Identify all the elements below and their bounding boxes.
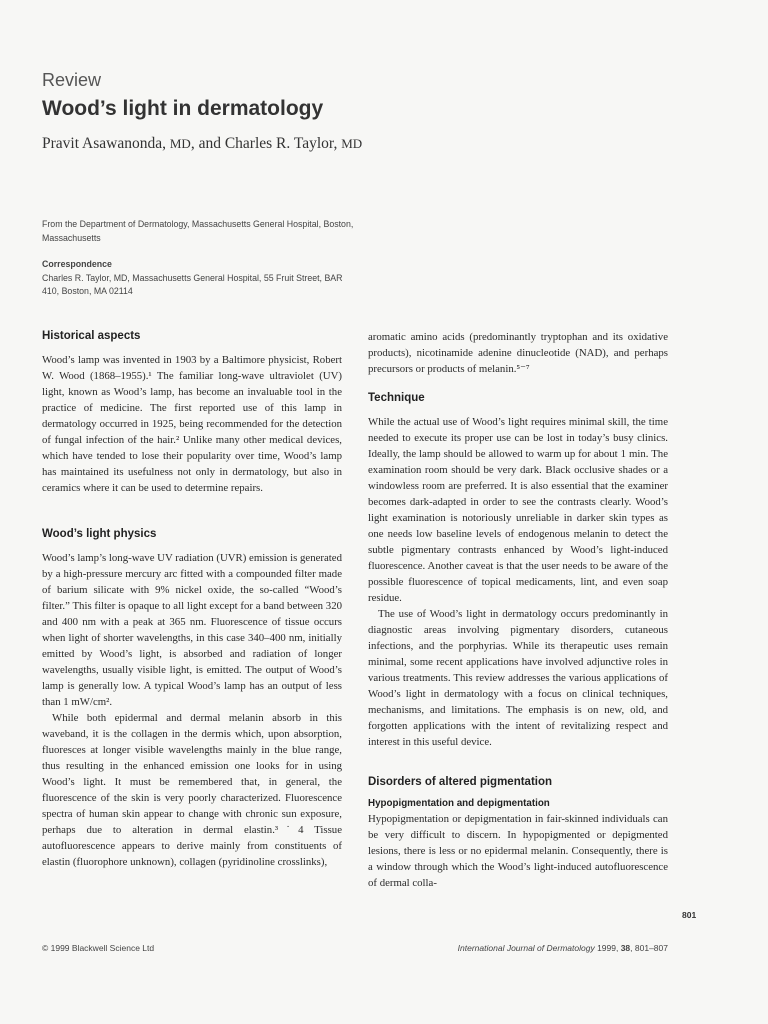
- subsection-heading-hypopigmentation: Hypopigmentation and depigmentation: [368, 798, 550, 809]
- author-line: [42, 135, 362, 153]
- paragraph-technique-1: While the actual use of Wood’s light requires minimal skill, the time needed to execute its proper use can be lost in today’s busy clinics. Ideally, the lamp should be allowed to warm up for about 1 min. The examination room should be very dark. Black occlusive shades or a windowless room are preferred. It is also essential that the examiner becomes dark-adapted in order to see the contrasts clearly. Wood’s light examination is notoriously unreliable in darker skin types as one needs low baseline levels of endogenous melanin to detect the subtle pigmentary contrasts enhanced by Wood’s light-induced fluorescence. Another caveat is that the user needs to be aware of the possible fluorescence of topical medicaments, lint, and even soap residue.: [368, 416, 668, 604]
- correspondence-label: Correspondence: [42, 259, 112, 269]
- author-1-degree: MD: [169, 136, 191, 151]
- paragraph-historical: Wood’s lamp was invented in 1903 by a Baltimore physicist, Robert W. Wood (1868–1955).¹ The familiar long-wave ultraviolet (UV) light, known as Wood’s lamp, has become an invaluable tool in the practice of medicine. The first reported use of this lamp in dermatology occurred in 1925, being recommended for the detection of fungal infection of the hair.² Unlike many other medical devices, which have tended to lose their popularity over time, Wood’s lamp has maintained its usefulness not only in dermatology, but also in ceramics where it can be used to determine repairs.: [42, 354, 342, 494]
- affiliation: From the Department of Dermatology, Massachusetts General Hospital, Boston, Massachusetts: [42, 219, 354, 243]
- journal-volume: 38: [620, 943, 631, 953]
- journal-citation: [458, 943, 668, 953]
- paragraph-physics-2: While both epidermal and dermal melanin absorb in this waveband, it is the collagen in the dermis which, upon absorption, fluoresces at longer visible wavelengths mainly in the blue range, thus resulting in the enhanced emission one looks for in using Wood’s light. It must be remembered that, in general, the fluorescence of the skin is very poorly characterized. Fluorescence spectra of human skin appear to change with chronic sun exposure, perhaps due to alteration in dermal elastin.³˙4 Tissue autofluorescence appears to derive mainly from constituents of elastin (fluorophore unknown), collagen (pyridinoline crosslinks),: [42, 712, 342, 868]
- paragraph-technique-2: The use of Wood’s light in dermatology occurs predominantly in diagnostic areas involving pigmentary disorders, cutaneous infections, and the porphyrias. While its therapeutic uses remain minimal, some recent applications have involved adjunctive roles in various treatments. This review addresses the various applications of Wood’s light in dermatology with a focus on clinical techniques, mechanisms, and limitations. The emphasis is on new, old, and forgotten applications with the intent of revitalizing respect and interest in this useful device.: [368, 608, 668, 748]
- section-heading-historical: Historical aspects: [42, 330, 141, 342]
- author-separator: , and: [190, 135, 225, 152]
- article-kicker: Review: [42, 70, 102, 90]
- author-2-name: Charles R. Taylor,: [224, 135, 338, 152]
- paragraph-continued: aromatic amino acids (predominantly tryptophan and its oxidative products), nicotinamide adenine dinucleotide (NAD), and perhaps precursors or products of melanin.⁵⁻⁷: [368, 331, 668, 375]
- correspondence-degree: MD: [113, 272, 128, 283]
- correspondence-block: [42, 258, 362, 299]
- article-title: Wood’s light in dermatology: [42, 97, 324, 120]
- correspondence-name: Charles R. Taylor,: [42, 272, 112, 283]
- section-heading-technique: Technique: [368, 392, 425, 404]
- left-column: [42, 330, 342, 870]
- right-column: [368, 329, 668, 891]
- author-1-name: Pravit Asawanonda,: [42, 135, 166, 152]
- copyright-notice: © 1999 Blackwell Science Ltd: [42, 943, 155, 953]
- journal-year: 1999,: [594, 943, 621, 953]
- section-heading-physics: Wood’s light physics: [42, 528, 157, 540]
- journal-pages: , 801–807: [630, 943, 668, 953]
- paragraph-physics-1: Wood’s lamp’s long-wave UV radiation (UVR) emission is generated by a high-pressure mercury arc fitted with a compounded filter made of barium silicate with 9% nickel oxide, the so-called “Wood’s filter.” This filter is opaque to all light except for a band between 320 and 400 nm with a peak at 365 nm. Fluorescence of tissue occurs when light of shorter wavelengths, in this case 340–400 nm, initially emitted by Wood’s light, is absorbed and radiation of longer wavelengths, usually visible light, is emitted. The output of Wood’s lamp is generally low. A typical Wood’s lamp has an output of less than 1 mW/cm².: [42, 552, 342, 708]
- page-number: 801: [682, 910, 697, 920]
- paragraph-hypopigmentation: Hypopigmentation or depigmentation in fair-skinned individuals can be very difficult to discern. In hypopigmented or depigmented lesions, there is less or no epidermal melanin. Consequently, there is a window through which the Wood’s light-induced autofluorescence of dermal colla-: [368, 813, 668, 889]
- correspondence-address: , Massachusetts General Hospital, 55 Fruit Street, BAR 410, Boston, MA 02114: [42, 272, 343, 296]
- author-2-degree: MD: [341, 136, 363, 151]
- section-heading-disorders: Disorders of altered pigmentation: [368, 776, 553, 788]
- journal-name: International Journal of Dermatology: [457, 943, 595, 953]
